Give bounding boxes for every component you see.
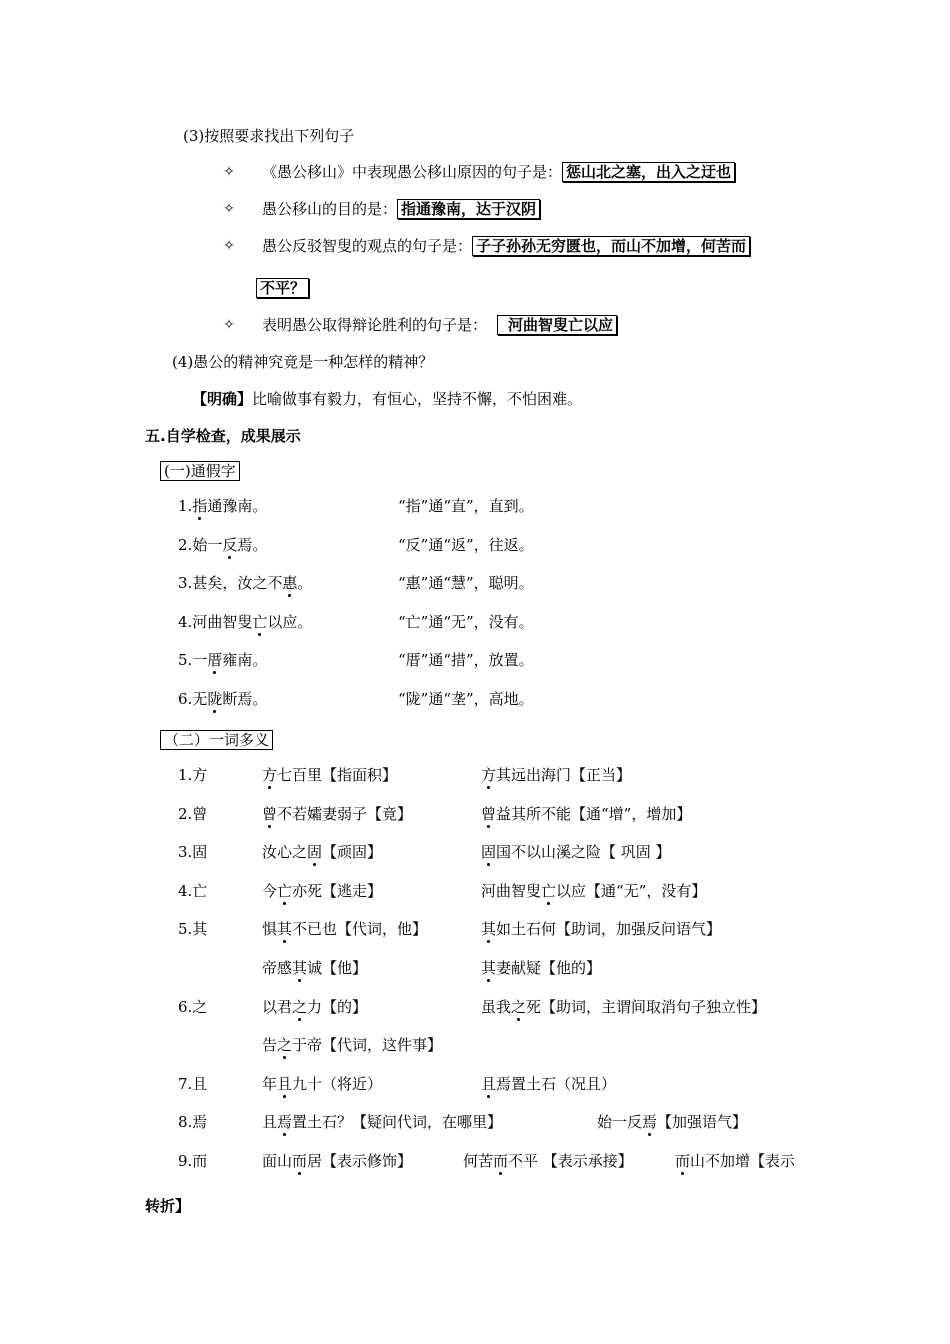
duoyi-example: 汝心之固【顽固】 <box>262 843 383 862</box>
emphasis-dot-char: 亡 <box>541 881 557 900</box>
duoyi-word: 5.其 <box>178 920 208 939</box>
emphasis-dot-char: 方 <box>262 766 278 784</box>
q4-heading: (4)愚公的精神究竟是一种怎样的精神？ <box>172 353 434 371</box>
duoyi-example: 以君之力【的】 <box>262 997 368 1016</box>
emphasis-dot-char: 厝 <box>207 651 223 670</box>
emphasis-dot-char: 而 <box>292 1152 308 1170</box>
tongjia-explanation: “厝”通“措”，放置。 <box>398 651 534 670</box>
diamond-bullet-icon: ✧ <box>223 164 235 180</box>
emphasis-dot-char: 之 <box>277 1036 293 1055</box>
duoyi-example: 其如土石何【助词，加强反问语气】 <box>481 920 722 939</box>
q3-item-4: 表明愚公取得辩论胜利的句子是： 河曲智叟亡以应 <box>262 315 617 335</box>
answer-box: 子子孙孙无穷匮也，而山不加增，何苦而 <box>472 236 750 256</box>
tongjia-explanation: “陇”通“垄”，高地。 <box>398 690 534 708</box>
duoyi-word: 1.方 <box>178 766 208 784</box>
diamond-bullet-icon: ✧ <box>223 201 235 217</box>
duoyi-word: 7.且 <box>178 1074 208 1093</box>
q3-item-3: 愚公反驳智叟的观点的句子是： 子子孙孙无穷匮也，而山不加增，何苦而 <box>262 236 750 256</box>
duoyi-example: 年且九十（将近） <box>262 1074 383 1093</box>
duoyi-example: 曾不若孀妻弱子【竟】 <box>262 804 413 823</box>
duoyi-word: 4.亡 <box>178 881 208 900</box>
duoyi-example: 河曲智叟亡以应【通“无”，没有】 <box>481 881 707 900</box>
answer-box: 惩山北之塞，出入之迂也 <box>562 162 735 182</box>
emphasis-dot-char: 亡 <box>252 612 268 631</box>
duoyi-example: 且焉置土石？【疑问代词，在哪里】 <box>262 1113 503 1132</box>
tongjia-explanation: “亡”通“无”，没有。 <box>398 612 534 631</box>
duoyi-example: 帝感其诚【他】 <box>262 959 368 977</box>
emphasis-dot-char: 曾 <box>262 804 278 823</box>
duoyi-example: 且焉置土石（况且） <box>481 1074 617 1093</box>
emphasis-dot-char: 而 <box>675 1152 691 1170</box>
duoyi-example: 面山而居【表示修饰】 <box>262 1152 413 1170</box>
emphasis-dot-char: 反 <box>222 535 238 554</box>
duoyi-word: 9.而 <box>178 1152 208 1170</box>
emphasis-dot-char: 焉 <box>642 1113 658 1132</box>
duoyi-example: 何苦而不平 【表示承接】 <box>463 1152 633 1170</box>
emphasis-dot-char: 陇 <box>207 690 223 708</box>
duoyi-example: 曾益其所不能【通“增”，增加】 <box>481 804 692 823</box>
duoyi-example: 而山不加增【表示 <box>675 1152 796 1170</box>
emphasis-dot-char: 且 <box>277 1074 293 1093</box>
duoyi-example: 方其远出海门【正当】 <box>481 766 632 784</box>
tongjia-sentence: 6.无陇断焉。 <box>178 690 268 708</box>
emphasis-dot-char: 且 <box>481 1074 497 1093</box>
duoyi-word: 3.固 <box>178 843 208 862</box>
emphasis-dot-char: 其 <box>481 959 497 977</box>
emphasis-dot-char: 固 <box>481 843 497 862</box>
tongjia-explanation: “指”通“直”，直到。 <box>398 497 534 515</box>
tongjia-title: (一)通假字 <box>160 461 240 481</box>
emphasis-dot-char: 指 <box>192 497 208 515</box>
answer-box: 不平？ <box>256 278 309 298</box>
duoyi-title: （二）一词多义 <box>160 730 273 750</box>
duoyi-example: 虽我之死【助词，主谓间取消句子独立性】 <box>481 997 767 1016</box>
section5-title: 五.自学检查，成果展示 <box>145 427 301 445</box>
emphasis-dot-char: 之 <box>292 997 308 1016</box>
duoyi-example: 告之于帝【代词，这件事】 <box>262 1036 443 1055</box>
emphasis-dot-char: 之 <box>511 997 527 1016</box>
q3-item-2: 愚公移山的目的是： 指通豫南，达于汉阴 <box>262 199 540 219</box>
answer-box: 指通豫南，达于汉阴 <box>397 199 540 219</box>
duoyi-example: 其妻献疑【他的】 <box>481 959 602 977</box>
duoyi-example: 方七百里【指面积】 <box>262 766 398 784</box>
emphasis-dot-char: 固 <box>307 843 323 862</box>
duoyi-example: 始一反焉【加强语气】 <box>597 1113 748 1132</box>
tongjia-sentence: 5.一厝雍南。 <box>178 651 268 670</box>
tongjia-explanation: “惠”通“慧”，聪明。 <box>398 574 534 593</box>
duoyi-example: 惧其不已也【代词，他】 <box>262 920 428 939</box>
emphasis-dot-char: 焉 <box>277 1113 293 1132</box>
q3-item-3-cont <box>256 278 309 298</box>
emphasis-dot-char: 曾 <box>481 804 497 823</box>
tongjia-sentence: 1.指通豫南。 <box>178 497 268 515</box>
q3-heading: (3)按照要求找出下列句子 <box>183 127 355 145</box>
emphasis-dot-char: 惠 <box>282 574 298 593</box>
duoyi-word: 6.之 <box>178 997 208 1016</box>
emphasis-dot-char: 其 <box>481 920 497 939</box>
tongjia-sentence: 4.河曲智叟亡以应。 <box>178 612 313 631</box>
tongjia-sentence: 3.甚矣，汝之不惠。 <box>178 574 313 593</box>
diamond-bullet-icon: ✧ <box>223 317 235 333</box>
q4-answer: 【明确】比喻做事有毅力，有恒心，坚持不懈，不怕困难。 <box>192 390 583 408</box>
diamond-bullet-icon: ✧ <box>223 238 235 254</box>
tongjia-sentence: 2.始一反焉。 <box>178 535 268 554</box>
tongjia-explanation: “反”通“返”，往返。 <box>398 535 534 554</box>
duoyi-example: 固国不以山溪之险【 巩固 】 <box>481 843 671 862</box>
emphasis-dot-char: 其 <box>277 920 293 939</box>
duoyi-word: 8.焉 <box>178 1113 208 1132</box>
answer-box: 河曲智叟亡以应 <box>497 315 617 335</box>
duoyi-tail: 转折】 <box>145 1197 191 1215</box>
duoyi-word: 2.曾 <box>178 804 208 823</box>
emphasis-dot-char: 亡 <box>277 881 293 900</box>
emphasis-dot-char: 方 <box>481 766 497 784</box>
q3-item-1: 《愚公移山》中表现愚公移山原因的句子是： 惩山北之塞，出入之迂也 <box>262 162 735 182</box>
emphasis-dot-char: 而 <box>493 1152 509 1170</box>
duoyi-example: 今亡亦死【逃走】 <box>262 881 383 900</box>
emphasis-dot-char: 其 <box>292 959 308 977</box>
